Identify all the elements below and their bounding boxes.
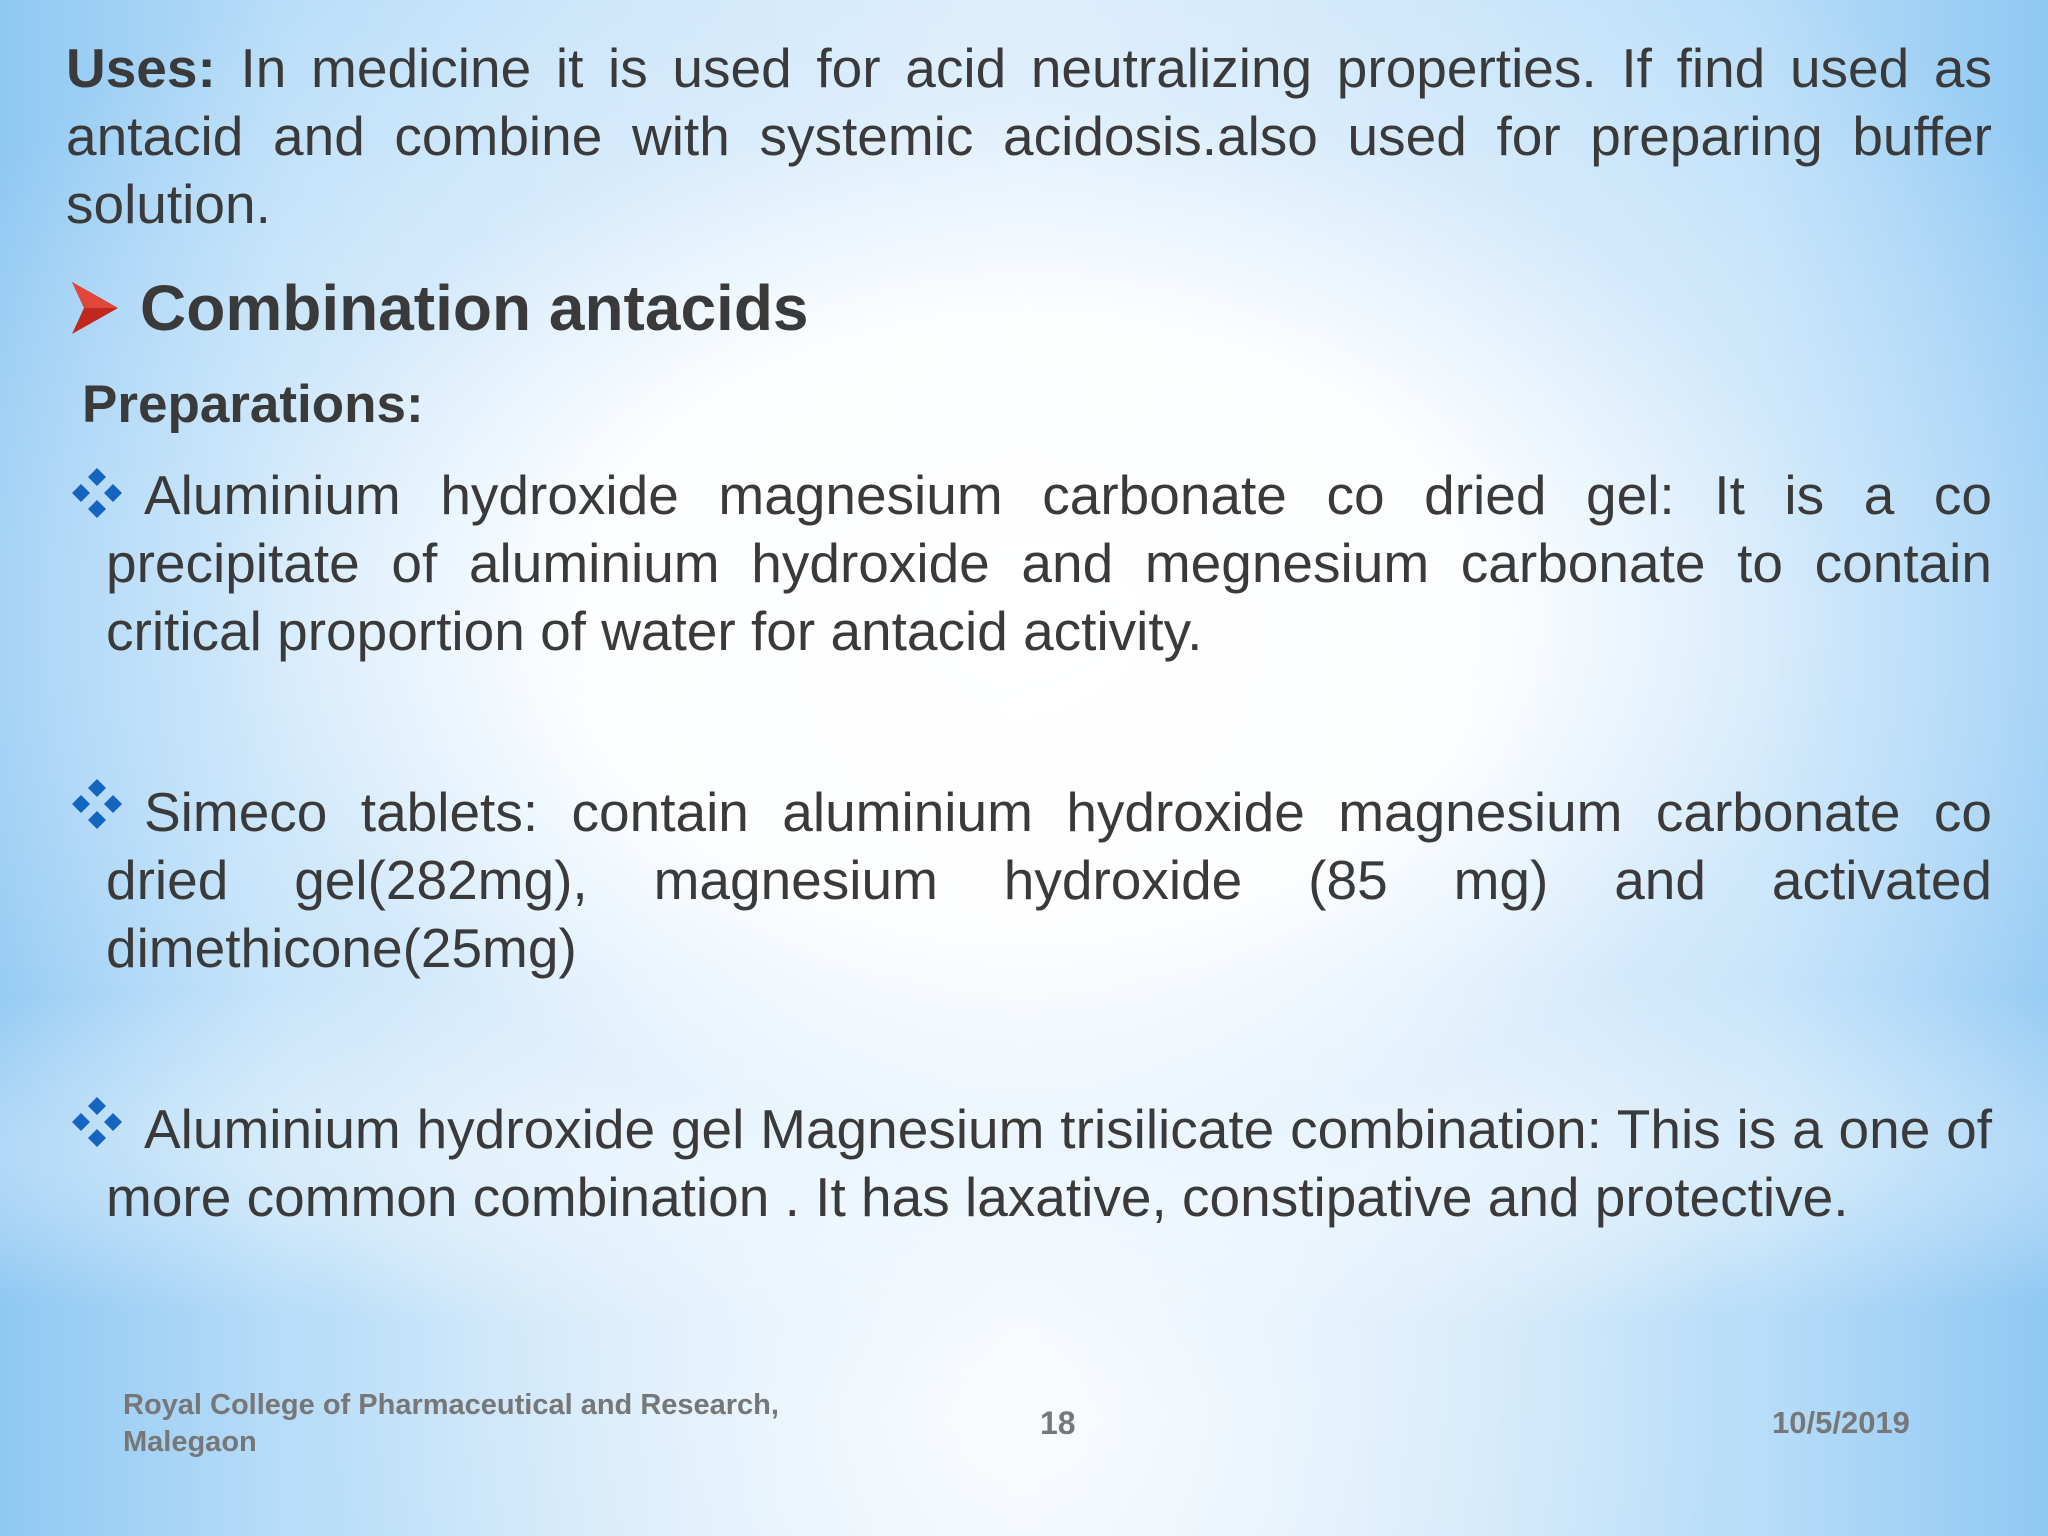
uses-text: In medicine it is used for acid neutralizing properties. If find used as antacid and combine with systemic acidosis.also used for preparing buffer solution. xyxy=(66,37,1992,235)
footer-institution xyxy=(123,1387,883,1461)
bullet-item-1-text: Aluminium hydroxide magnesium carbonate co dried gel: It is a co precipitate of aluminium hydroxide and megnesium carbonate to contain critical proportion of water for antacid activity. xyxy=(106,464,1992,662)
arrow-bullet-icon xyxy=(68,278,122,338)
bullet-item-2-text: Simeco tablets: contain aluminium hydroxide magnesium carbonate co dried gel(282mg), magnesium hydroxide (85 mg) and activated dimethicone(25mg) xyxy=(106,781,1992,979)
uses-paragraph xyxy=(66,34,1992,238)
bullet-item-3 xyxy=(106,1095,1992,1231)
page-number: 18 xyxy=(1040,1405,1076,1441)
footer-date: 10/5/2019 xyxy=(1772,1405,1910,1440)
bullet-item-2 xyxy=(106,778,1992,982)
uses-label: Uses: xyxy=(66,37,216,99)
section-heading xyxy=(68,268,809,348)
section-heading-text: Combination antacids xyxy=(140,272,809,344)
preparations-subheading: Preparations: xyxy=(82,375,424,434)
bullet-item-3-text: Aluminium hydroxide gel Magnesium trisilicate combination: This is a one of more common combination . It has laxative, constipative and protective. xyxy=(106,1098,1992,1228)
bullet-item-1 xyxy=(106,461,1992,665)
footer-institution-line2: Malegaon xyxy=(123,1426,257,1458)
footer-institution-line1: Royal College of Pharmaceutical and Research, xyxy=(123,1389,779,1421)
